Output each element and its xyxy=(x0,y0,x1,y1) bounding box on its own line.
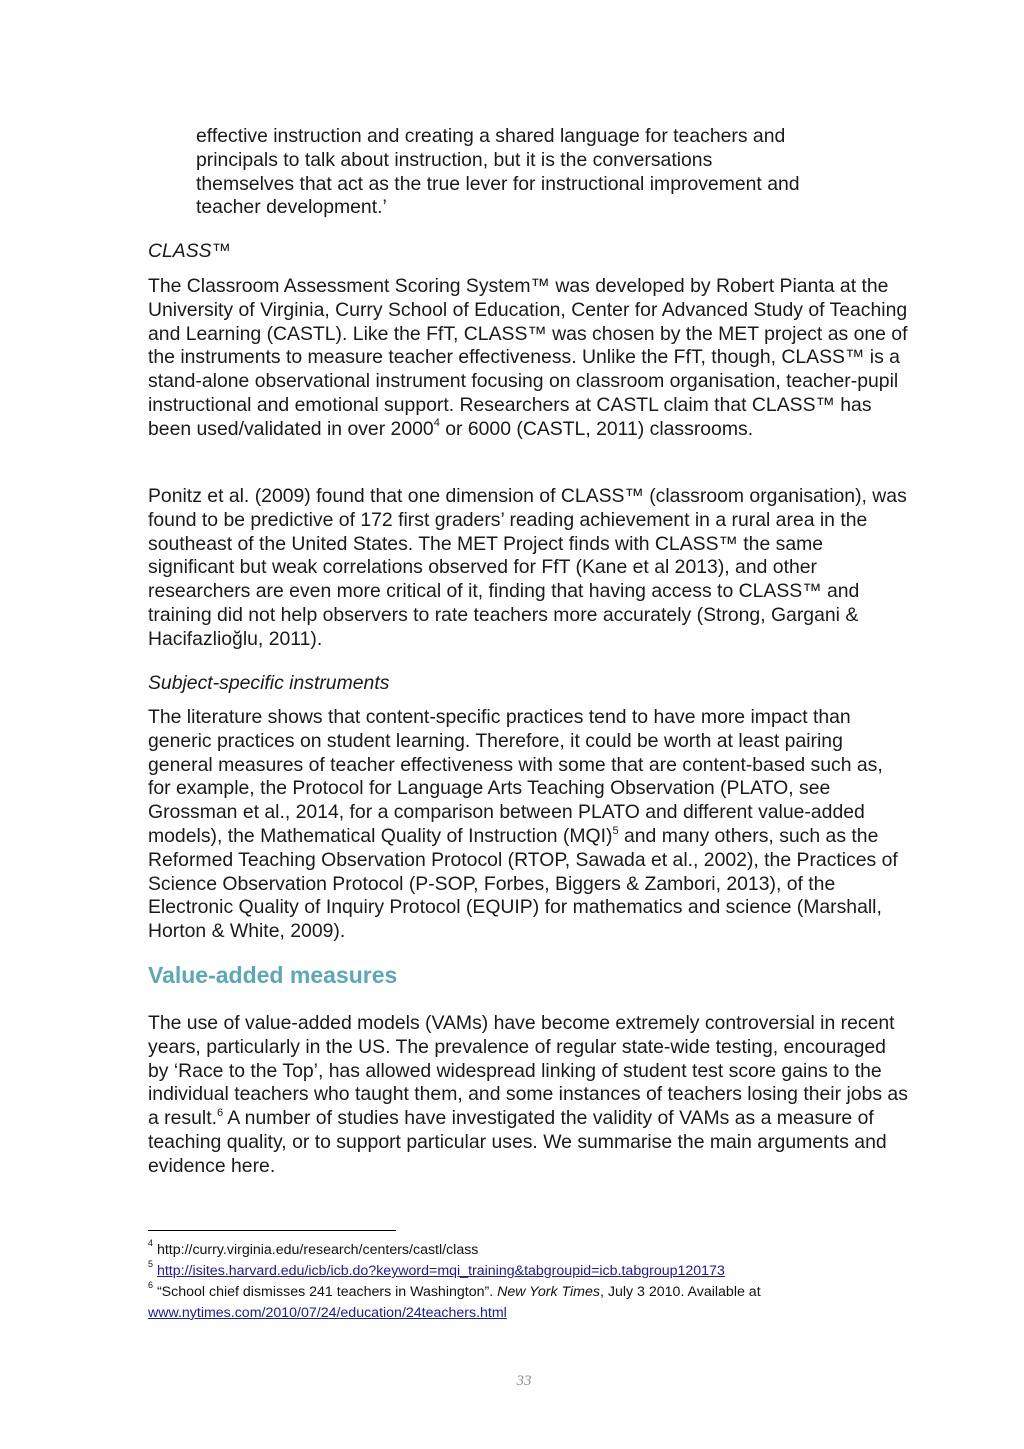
footnote-ref-4[interactable]: 4 xyxy=(433,417,440,430)
footnote-4-number: 4 xyxy=(148,1238,154,1249)
footnote-6 xyxy=(148,1282,868,1303)
quote-line: themselves that act as the true lever for instructional improvement and xyxy=(196,172,800,195)
quote-line: principals to talk about instruction, but it is the conversations xyxy=(196,148,713,171)
vam-paragraph-text: The use of value-added models (VAMs) have become extremely controversial in recent years, particularly in the US. The prevalence of regular state-wide testing, encouraged by ‘Race to the Top’, has allowed widespread linking of student test score gains to the individual teachers who taught them, and some instances of teachers losing their jobs as a result. xyxy=(148,1012,908,1130)
footnote-5 xyxy=(148,1261,868,1282)
subject-paragraph-text: The literature shows that content-specific practices tend to have more impact than generic practices on student learning. Therefore, it could be worth at least pairing general measures of teacher effectiveness with some that are content-based such as, for example, the Protocol for Language Arts Teaching Observation (PLATO, see Grossman et al., 2014, for a comparison between PLATO and different value-added models), the Mathematical Quality of Instruction (MQI) xyxy=(148,706,883,847)
footnote-6-link[interactable]: www.nytimes.com/2010/07/24/education/24teachers.html xyxy=(148,1305,507,1321)
block-quote xyxy=(196,125,896,220)
footnote-separator xyxy=(148,1230,396,1231)
footnote-6-text-end: , July 3 2010. Available at xyxy=(600,1284,761,1300)
class-paragraph-text: The Classroom Assessment Scoring System™ was developed by Robert Pianta at the University of Virginia, Curry School of Education, Center for Advanced Study of Teaching and Learning (CASTL). Like the FfT, CLASS™ was chosen by the MET project as one of the instruments to measure teacher effectiveness. Unlike the FfT, though, CLASS™ is a stand-alone observational instrument focusing on classroom organisation, teacher-pupil instructional and emotional support. Researchers at CASTL claim that CLASS™ has been used/validated in over 2000 xyxy=(148,275,908,440)
footnote-5-link[interactable]: http://isites.harvard.edu/icb/icb.do?keyword=mqi_training&tabgroupid=icb.tabgroup120173 xyxy=(156,1263,725,1279)
subject-specific-heading: Subject-specific instruments xyxy=(148,672,390,694)
footnote-ref-6[interactable]: 6 xyxy=(216,1106,224,1119)
footnote-6-text: “School chief dismisses 241 teachers in Washington”. xyxy=(153,1284,498,1300)
subject-specific-paragraph xyxy=(148,706,908,944)
vam-paragraph xyxy=(148,1012,908,1179)
footnote-6-link-line xyxy=(148,1303,868,1324)
page-number: 33 xyxy=(516,1373,532,1389)
value-added-measures-heading: Value-added measures xyxy=(148,962,398,988)
class-paragraph-text-end: or 6000 (CASTL, 2011) classrooms. xyxy=(439,417,754,440)
footnote-6-publication: New York Times xyxy=(497,1284,600,1300)
ponitz-paragraph: Ponitz et al. (2009) found that one dimension of CLASS™ (classroom organisation), was found to be predictive of 172 first graders’ reading achievement in a rural area in the southeast of the United States. The MET Project finds with CLASS™ the same significant but weak correlations observed for FfT (Kane et al 2013), and other researchers are even more critical of it, finding that having access to CLASS™ and training did not help observers to rate teachers more accurately (Strong, Gargani & Hacifazlioğlu, 2011). xyxy=(148,485,907,650)
vam-paragraph-text-end: A number of studies have investigated the validity of VAMs as a measure of teaching quality, or to support particular uses. We summarise the main arguments and evidence here. xyxy=(148,1107,887,1177)
footnotes xyxy=(148,1240,868,1324)
quote-line: effective instruction and creating a shared language for teachers and xyxy=(196,125,786,147)
footnote-6-number: 6 xyxy=(148,1280,154,1291)
class-paragraph xyxy=(148,275,908,442)
footnote-4 xyxy=(148,1240,868,1261)
quote-line: teacher development.’ xyxy=(196,196,387,219)
subject-paragraph-text-end: and many others, such as the Reformed Teaching Observation Protocol (RTOP, Sawada et al., 2002), the Practices of Science Observation Protocol (P-SOP, Forbes, Biggers & Zambori, 2013), of the Electronic Quality of Inquiry Protocol (EQUIP) for mathematics and science (Marshall, Horton & White, 2009). xyxy=(148,824,898,943)
footnote-4-text: http://curry.virginia.edu/research/centers/castl/class xyxy=(153,1242,479,1258)
class-heading: CLASS™ xyxy=(148,240,231,262)
footnote-5-number: 5 xyxy=(148,1259,154,1270)
footnote-ref-5[interactable]: 5 xyxy=(612,824,619,837)
